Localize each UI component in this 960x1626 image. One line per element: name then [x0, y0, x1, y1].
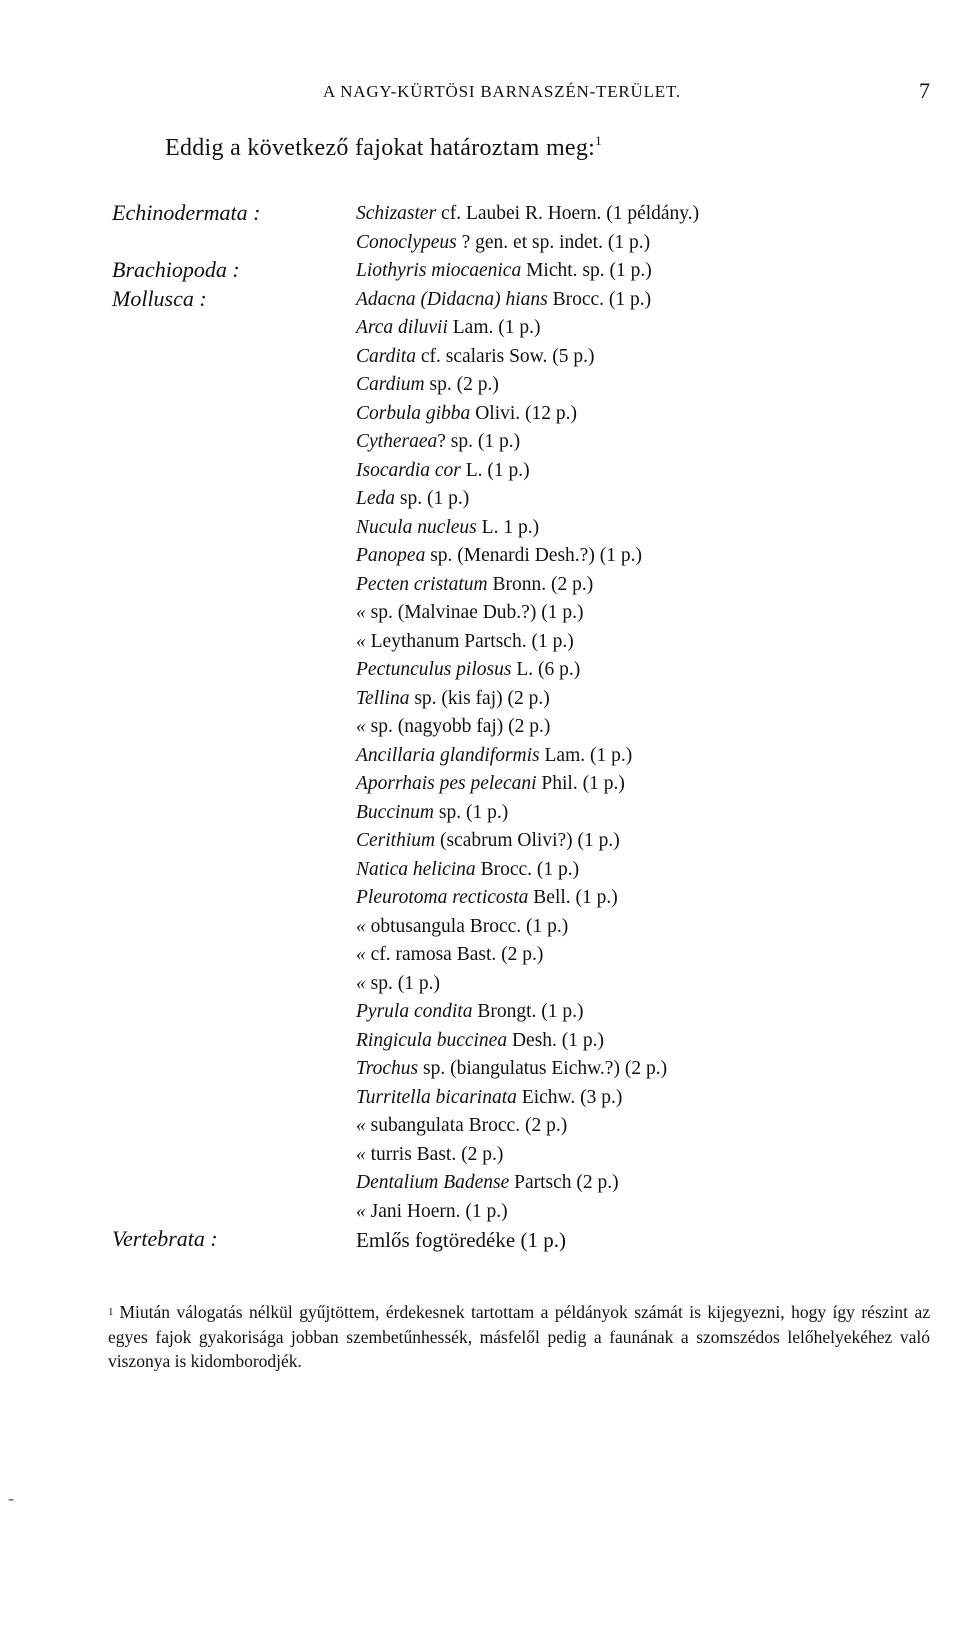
species-entry [356, 742, 916, 771]
species-details: L. (1 p.) [460, 459, 530, 481]
species-name: Cardita [356, 345, 416, 367]
footnote-mark: 1 [108, 1306, 114, 1318]
species-entry [356, 770, 916, 799]
species-details: Jani Hoern. (1 p.) [365, 1200, 508, 1222]
species-details: Brocc. (1 p.) [475, 858, 580, 880]
species-entry [356, 799, 916, 828]
species-details: obtusangula Brocc. (1 p.) [365, 915, 569, 937]
species-details: ? gen. et sp. indet. (1 p.) [456, 231, 651, 253]
species-name: « [356, 602, 366, 623]
species-details: Bronn. (2 p.) [487, 573, 594, 595]
phylum-echinodermata: Echinodermata : [112, 200, 261, 225]
species-entry [356, 542, 916, 571]
species-entry [356, 1055, 916, 1084]
species-name: Cerithium [356, 830, 436, 851]
species-details: sp. (2 p.) [424, 374, 499, 395]
species-entry [356, 599, 916, 628]
species-details: Micht. sp. (1 p.) [521, 260, 652, 281]
species-name: Turritella bicarinata [356, 1086, 517, 1108]
species-name: Natica helicina [356, 858, 476, 880]
species-name: Buccinum [356, 801, 434, 823]
species-entry [356, 200, 916, 229]
species-details: Olivi. (12 p.) [470, 402, 578, 424]
species-details: sp. (1 p.) [365, 972, 440, 994]
species-entry [356, 1084, 916, 1113]
species-name: Pleurotoma recticosta [356, 887, 529, 908]
species-name: Ringicula buccinea [356, 1029, 508, 1051]
page-header [0, 78, 960, 108]
phylum-mollusca: Mollusca : [112, 286, 207, 311]
species-entry [356, 286, 916, 315]
species-list [356, 200, 916, 1255]
species-name: Leda [356, 488, 395, 509]
species-details: sp. (biangulatus Eichw.?) (2 p.) [418, 1058, 668, 1079]
species-name: Trochus [356, 1058, 419, 1079]
footnote-divider [0, 1278, 960, 1279]
species-name: Isocardia cor [356, 459, 461, 481]
species-name: Dentalium Badense [356, 1172, 510, 1193]
species-entry [356, 571, 916, 600]
species-entry [356, 1198, 916, 1227]
species-name: « [356, 630, 366, 652]
page-number: 7 [919, 78, 930, 103]
species-entry [356, 628, 916, 657]
species-name: Conoclypeus [356, 231, 457, 253]
species-entry [356, 229, 916, 258]
species-name: Nucula nucleus [356, 516, 477, 538]
species-details: Eichw. (3 p.) [516, 1086, 623, 1108]
phylum-brachiopoda: Brachiopoda : [112, 257, 240, 282]
species-entry [356, 856, 916, 885]
species-name: « [356, 1143, 366, 1165]
species-name: Tellina [356, 687, 410, 709]
species-entry [356, 998, 916, 1027]
species-details: sp. (nagyobb faj) (2 p.) [365, 716, 551, 737]
species-name: Liothyris miocaenica [356, 260, 522, 281]
species-details: L. 1 p.) [476, 516, 540, 538]
species-entry [356, 941, 916, 970]
species-details: ? sp. (1 p.) [437, 431, 521, 452]
species-entry [356, 1226, 916, 1255]
footnote-text: Miután válogatás nélkül gyűjtöttem, érdekesnek tartottam a példányok számát is kijegyezni, hogy így részint az egyes fajok gyakorisága jobban szembetűnhessék, másfelől pedig a faunának a szomszédos lelőhelyekéhez való viszonya is kidomborodjék. [108, 1302, 930, 1371]
species-details: turris Bast. (2 p.) [365, 1143, 504, 1165]
species-name: Schizaster [356, 203, 437, 224]
species-details: Lam. (1 p.) [447, 317, 541, 338]
species-name: Ancillaria glandiformis [356, 744, 540, 766]
species-entry [356, 400, 916, 429]
species-entry [356, 1169, 916, 1198]
species-details: sp. (1 p.) [395, 488, 470, 509]
footnote [108, 1300, 930, 1374]
species-details: Desh. (1 p.) [507, 1029, 605, 1051]
intro-text: Eddig a következő fajokat határoztam meg: [165, 135, 596, 161]
species-name: Pectunculus pilosus [356, 659, 512, 680]
species-details: Leythanum Partsch. (1 p.) [365, 630, 574, 652]
species-name: « [356, 944, 366, 965]
species-details: sp. (1 p.) [433, 801, 509, 823]
species-entry [356, 514, 916, 543]
species-name: Cytheraea [356, 431, 438, 452]
species-entry [356, 913, 916, 942]
species-name: « [356, 716, 366, 737]
species-details: Partsch (2 p.) [509, 1172, 619, 1193]
species-entry [356, 457, 916, 486]
species-name: « [356, 915, 366, 937]
species-details: cf. Laubei R. Hoern. (1 példány.) [436, 203, 700, 224]
species-name: Adacna (Didacna) hians [356, 288, 548, 310]
species-details: sp. (Malvinae Dub.?) (1 p.) [365, 602, 584, 623]
species-entry [356, 970, 916, 999]
species-entry [356, 1027, 916, 1056]
species-entry [356, 257, 916, 286]
species-details: Brongt. (1 p.) [472, 1001, 584, 1022]
species-entry [356, 713, 916, 742]
species-name: « [356, 972, 366, 994]
species-entry [356, 827, 916, 856]
species-name: Panopea [356, 545, 426, 566]
species-name: Corbula gibba [356, 402, 471, 424]
species-details: cf. ramosa Bast. (2 p.) [365, 944, 544, 965]
species-entry [356, 314, 916, 343]
species-details: (scabrum Olivi?) (1 p.) [435, 830, 620, 851]
species-name: Cardium [356, 374, 425, 395]
species-details: Emlős fogtöredéke (1 p.) [356, 1228, 566, 1252]
species-details: cf. scalaris Sow. (5 p.) [415, 345, 595, 367]
species-details: Lam. (1 p.) [539, 744, 633, 766]
species-entry [356, 428, 916, 457]
footnote-reference: 1 [595, 133, 602, 148]
species-details: Bell. (1 p.) [528, 887, 618, 908]
species-details: subangulata Brocc. (2 p.) [365, 1115, 568, 1136]
margin-mark: - [8, 1488, 14, 1508]
species-details: Brocc. (1 p.) [547, 288, 652, 310]
species-entry [356, 1112, 916, 1141]
running-title: A NAGY-KÜRTÖSI BARNASZÉN-TERÜLET. [323, 82, 681, 101]
species-details: sp. (kis faj) (2 p.) [409, 687, 550, 709]
species-entry [356, 884, 916, 913]
species-entry [356, 343, 916, 372]
species-name: Pecten cristatum [356, 573, 488, 595]
species-entry [356, 685, 916, 714]
species-entry [356, 371, 916, 400]
species-name: « [356, 1200, 366, 1222]
species-details: Phil. (1 p.) [536, 773, 625, 794]
phylum-vertebrata: Vertebrata : [112, 1226, 218, 1251]
species-entry [356, 1141, 916, 1170]
species-name: « [356, 1115, 366, 1136]
species-details: sp. (Menardi Desh.?) (1 p.) [425, 545, 642, 566]
species-details: L. (6 p.) [511, 659, 581, 680]
species-name: Aporrhais pes pelecani [356, 773, 537, 794]
species-name: Pyrula condita [356, 1001, 473, 1022]
species-entry [356, 485, 916, 514]
species-entry [356, 656, 916, 685]
intro-sentence [165, 135, 602, 162]
species-name: Arca diluvii [356, 317, 448, 338]
